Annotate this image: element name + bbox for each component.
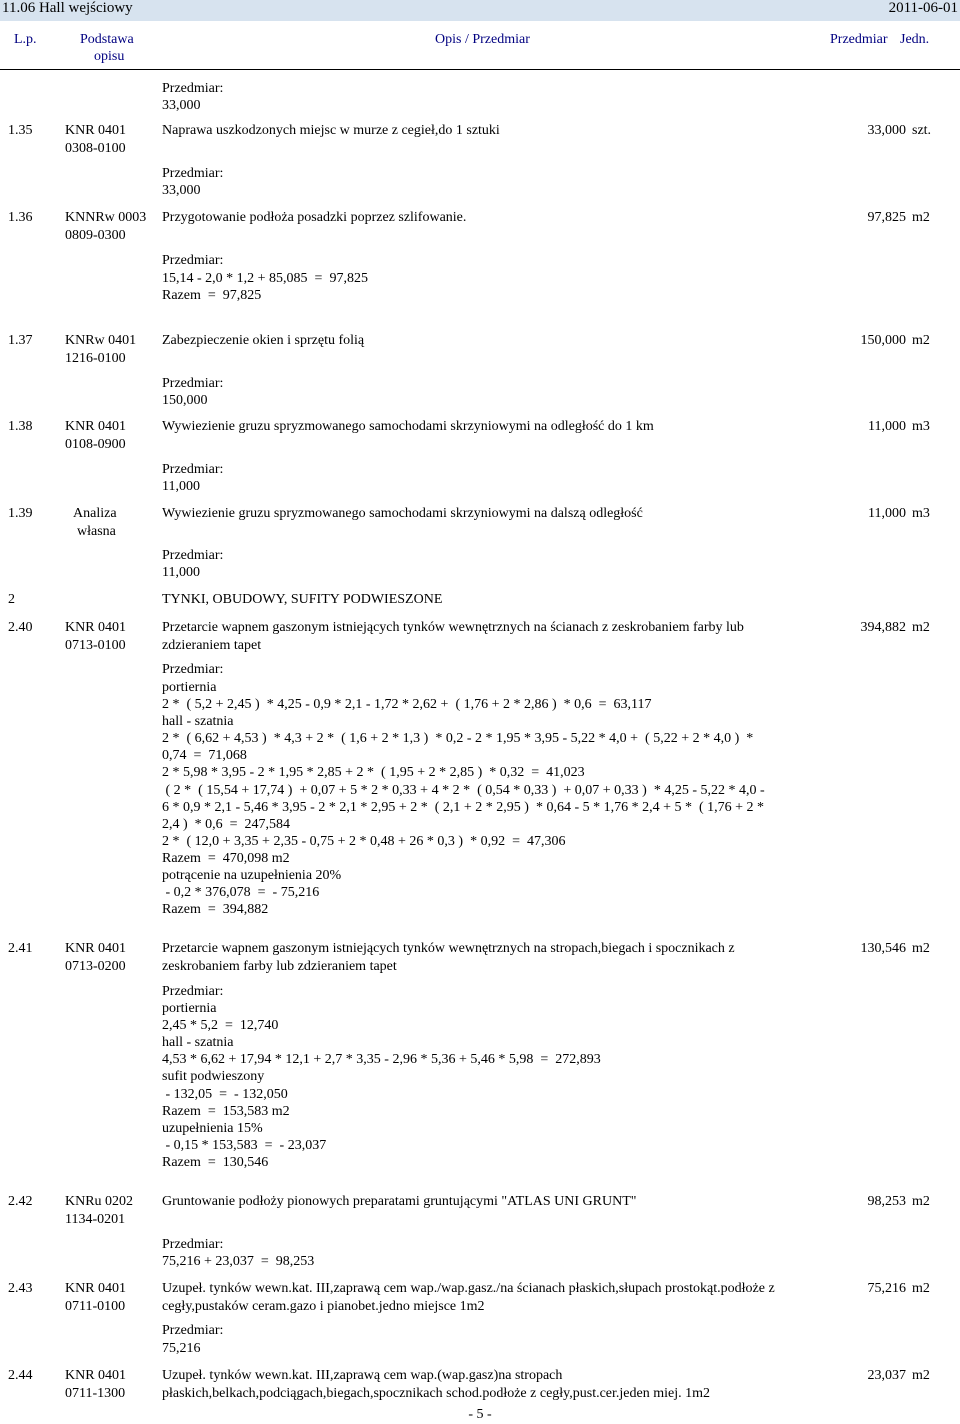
row-basis: 0713-0100 (65, 638, 126, 653)
row-quantity: 33,000 (867, 123, 906, 138)
row-unit: m2 (912, 210, 930, 225)
calc-line: 75,216 (162, 1341, 201, 1356)
calc-line: Przedmiar: (162, 548, 224, 563)
row-unit: m3 (912, 419, 930, 434)
calc-line: 0,74 = 71,068 (162, 748, 247, 763)
page-header (0, 0, 960, 21)
calc-line: 2,45 * 5,2 = 12,740 (162, 1018, 279, 1033)
header-basis-line-2: opisu (94, 49, 125, 64)
calc-line: Przedmiar: (162, 1237, 224, 1252)
row-basis: KNR 0401 (65, 620, 127, 635)
calc-line: Przedmiar: (162, 376, 224, 391)
calc-line: Przedmiar: (162, 166, 224, 181)
calc-line: - 0,2 * 376,078 = - 75,216 (162, 885, 320, 900)
calc-line: potrącenie na uzupełnienia 20% (162, 868, 342, 883)
calc-line: Razem = 130,546 (162, 1155, 269, 1170)
row-lp: 2.41 (8, 941, 33, 956)
calc-line: 11,000 (162, 479, 200, 494)
calc-line: 2 * ( 12,0 + 3,35 + 2,35 - 0,75 + 2 * 0,48 + 26 * 0,3 ) * 0,92 = 47,306 (162, 834, 566, 849)
row-unit: m2 (912, 620, 930, 635)
calc-line: 75,216 + 23,037 = 98,253 (162, 1254, 315, 1269)
header-basis-line-1: Podstawa (80, 32, 134, 47)
calc-line: Przedmiar: (162, 662, 224, 677)
header-rule (0, 69, 960, 70)
row-basis: 0711-0100 (65, 1299, 126, 1314)
row-quantity: 11,000 (868, 419, 906, 434)
calc-line: 15,14 - 2,0 * 1,2 + 85,085 = 97,825 (162, 271, 368, 286)
row-lp: 1.38 (8, 419, 33, 434)
row-quantity: 98,253 (867, 1194, 906, 1209)
row-basis: KNR 0401 (65, 419, 127, 434)
row-description: Naprawa uszkodzonych miejsc w murze z cegieł,do 1 sztuki (162, 123, 500, 138)
calc-line: Razem = 394,882 (162, 902, 269, 917)
document-date: 2011-06-01 (888, 0, 958, 16)
calc-line: Przedmiar: (162, 984, 224, 999)
row-basis: KNR 0401 (65, 1281, 127, 1296)
page-number: - 5 - (468, 1407, 492, 1422)
section-name: TYNKI, OBUDOWY, SUFITY PODWIESZONE (162, 592, 443, 607)
calc-line: sufit podwieszony (162, 1069, 265, 1084)
calc-line: portiernia (162, 1001, 217, 1016)
calc-line: Przedmiar: (162, 253, 224, 268)
row-lp: 1.37 (8, 333, 33, 348)
calc-line: Razem = 97,825 (162, 288, 262, 303)
calc-line: 2 * ( 6,62 + 4,53 ) * 4,3 + 2 * ( 1,6 + 2 * 1,3 ) * 0,2 - 2 * 1,95 * 3,95 - 5,22 * 4,0 + ( 5,22 + 2 * 4,0 ) * (162, 731, 754, 746)
row-basis: własna (77, 524, 116, 539)
row-quantity: 23,037 (867, 1368, 906, 1383)
calc-line: 150,000 (162, 393, 208, 408)
row-basis: 0108-0900 (65, 437, 126, 452)
calc-line: Razem = 470,098 m2 (162, 851, 290, 866)
row-description: Przygotowanie podłoża posadzki poprzez szlifowanie. (162, 210, 467, 225)
calc-line: Razem = 153,583 m2 (162, 1104, 290, 1119)
row-basis: 1134-0201 (65, 1212, 126, 1227)
row-basis: KNRw 0401 (65, 333, 137, 348)
row-basis: Analiza (73, 506, 117, 521)
row-description: Przetarcie wapnem gaszonym istniejących tynków wewnętrznych na stropach,biegach i spocznikach z zeskrobaniem farby lub zdzieraniem tapet (162, 941, 735, 974)
row-basis: KNR 0401 (65, 123, 127, 138)
header-quantity: Przedmiar (830, 32, 888, 47)
calc-line: 33,000 (162, 183, 201, 198)
calc-line: portiernia (162, 680, 217, 695)
calc-line: Przedmiar: (162, 462, 224, 477)
row-basis: 0809-0300 (65, 228, 126, 243)
document-title: 11.06 Hall wejściowy (2, 0, 133, 16)
row-description: Uzupeł. tynków wewn.kat. III,zaprawą cem wap.(wap.gasz)na stropach płaskich,belkach,podciągach,biegach,spocznikach schod.podłoże z cegły,pust.cer.jeden miej. 1m2 (162, 1368, 711, 1401)
calc-line: Przedmiar: (162, 1323, 224, 1338)
row-lp: 1.39 (8, 506, 33, 521)
row-lp: 2.43 (8, 1281, 33, 1296)
row-basis: KNRu 0202 (65, 1194, 134, 1209)
row-basis: 0711-1300 (65, 1386, 126, 1401)
row-basis: 0713-0200 (65, 959, 126, 974)
table-header (0, 29, 960, 65)
calc-line: Przedmiar: (162, 81, 224, 96)
calc-line: 4,53 * 6,62 + 17,94 * 12,1 + 2,7 * 3,35 - 2,96 * 5,36 + 5,46 * 5,98 = 272,893 (162, 1052, 601, 1067)
calc-line: 2,4 ) * 0,6 = 247,584 (162, 817, 291, 832)
calc-line: hall - szatnia (162, 1035, 234, 1050)
row-unit: m2 (912, 1194, 930, 1209)
row-description: Przetarcie wapnem gaszonym istniejących tynków wewnętrznych na ścianach z zeskrobaniem farby lub zdzieraniem tapet (162, 620, 744, 653)
row-unit: m2 (912, 333, 930, 348)
row-lp: 1.36 (8, 210, 33, 225)
row-basis: KNNRw 0003 (65, 210, 147, 225)
row-description: Zabezpieczenie okien i sprzętu folią (162, 333, 365, 348)
row-unit: m2 (912, 941, 930, 956)
calc-line: uzupełnienia 15% (162, 1121, 263, 1136)
row-unit: m3 (912, 506, 930, 521)
row-description: Uzupeł. tynków wewn.kat. III,zaprawą cem wap./wap.gasz./na ścianach płaskich,słupach prostokąt.podłoże z cegły,pustaków ceram.gazo i pianobet.jedno miejsce 1m2 (162, 1281, 775, 1314)
row-basis: 1216-0100 (65, 351, 126, 366)
row-quantity: 130,546 (860, 941, 906, 956)
row-description: Wywiezienie gruzu spryzmowanego samochodami skrzyniowymi na odległość do 1 km (162, 419, 654, 434)
row-quantity: 394,882 (860, 620, 906, 635)
calc-line: 6 * 0,9 * 2,1 - 5,46 * 3,95 - 2 * 2,1 * 2,95 + 2 * ( 2,1 + 2 * 2,95 ) * 0,64 - 5 * 1,76 * 2,4 + 5 * ( 1,76 + 2 * (162, 800, 765, 815)
row-unit: m2 (912, 1368, 930, 1383)
header-lp: L.p. (14, 32, 37, 47)
row-description: Wywiezienie gruzu spryzmowanego samochodami skrzyniowymi na dalszą odległość (162, 506, 643, 521)
row-lp: 2.44 (8, 1368, 33, 1383)
row-lp: 2.40 (8, 620, 33, 635)
row-quantity: 11,000 (868, 506, 906, 521)
calc-line: 2 * ( 5,2 + 2,45 ) * 4,25 - 0,9 * 2,1 - 1,72 * 2,62 + ( 1,76 + 2 * 2,86 ) * 0,6 = 63,117 (162, 697, 652, 712)
calc-line: ( 2 * ( 15,54 + 17,74 ) + 0,07 + 5 * 2 * 0,33 + 4 * 2 * ( 0,54 * 0,33 ) + 0,07 + 0,33 ) * 4,25 - 5,22 * 4,0 - (162, 783, 765, 798)
row-unit: m2 (912, 1281, 930, 1296)
calc-line: 33,000 (162, 98, 201, 113)
row-unit: szt. (912, 123, 932, 138)
row-basis: KNR 0401 (65, 1368, 127, 1383)
section-number: 2 (8, 592, 15, 607)
row-quantity: 150,000 (860, 333, 906, 348)
row-quantity: 97,825 (867, 210, 906, 225)
calc-line: - 0,15 * 153,583 = - 23,037 (162, 1138, 327, 1153)
row-basis: 0308-0100 (65, 141, 126, 156)
row-basis: KNR 0401 (65, 941, 127, 956)
calc-line: 2 * 5,98 * 3,95 - 2 * 1,95 * 2,85 + 2 * ( 1,95 + 2 * 2,85 ) * 0,32 = 41,023 (162, 765, 585, 780)
row-quantity: 75,216 (867, 1281, 906, 1296)
row-lp: 2.42 (8, 1194, 33, 1209)
header-unit: Jedn. (900, 32, 930, 47)
header-description: Opis / Przedmiar (435, 32, 530, 47)
calc-line: - 132,05 = - 132,050 (162, 1087, 288, 1102)
row-description: Gruntowanie podłoży pionowych preparatami gruntującymi "ATLAS UNI GRUNT" (162, 1194, 637, 1209)
calc-line: hall - szatnia (162, 714, 234, 729)
calc-line: 11,000 (162, 565, 200, 580)
row-lp: 1.35 (8, 123, 33, 138)
